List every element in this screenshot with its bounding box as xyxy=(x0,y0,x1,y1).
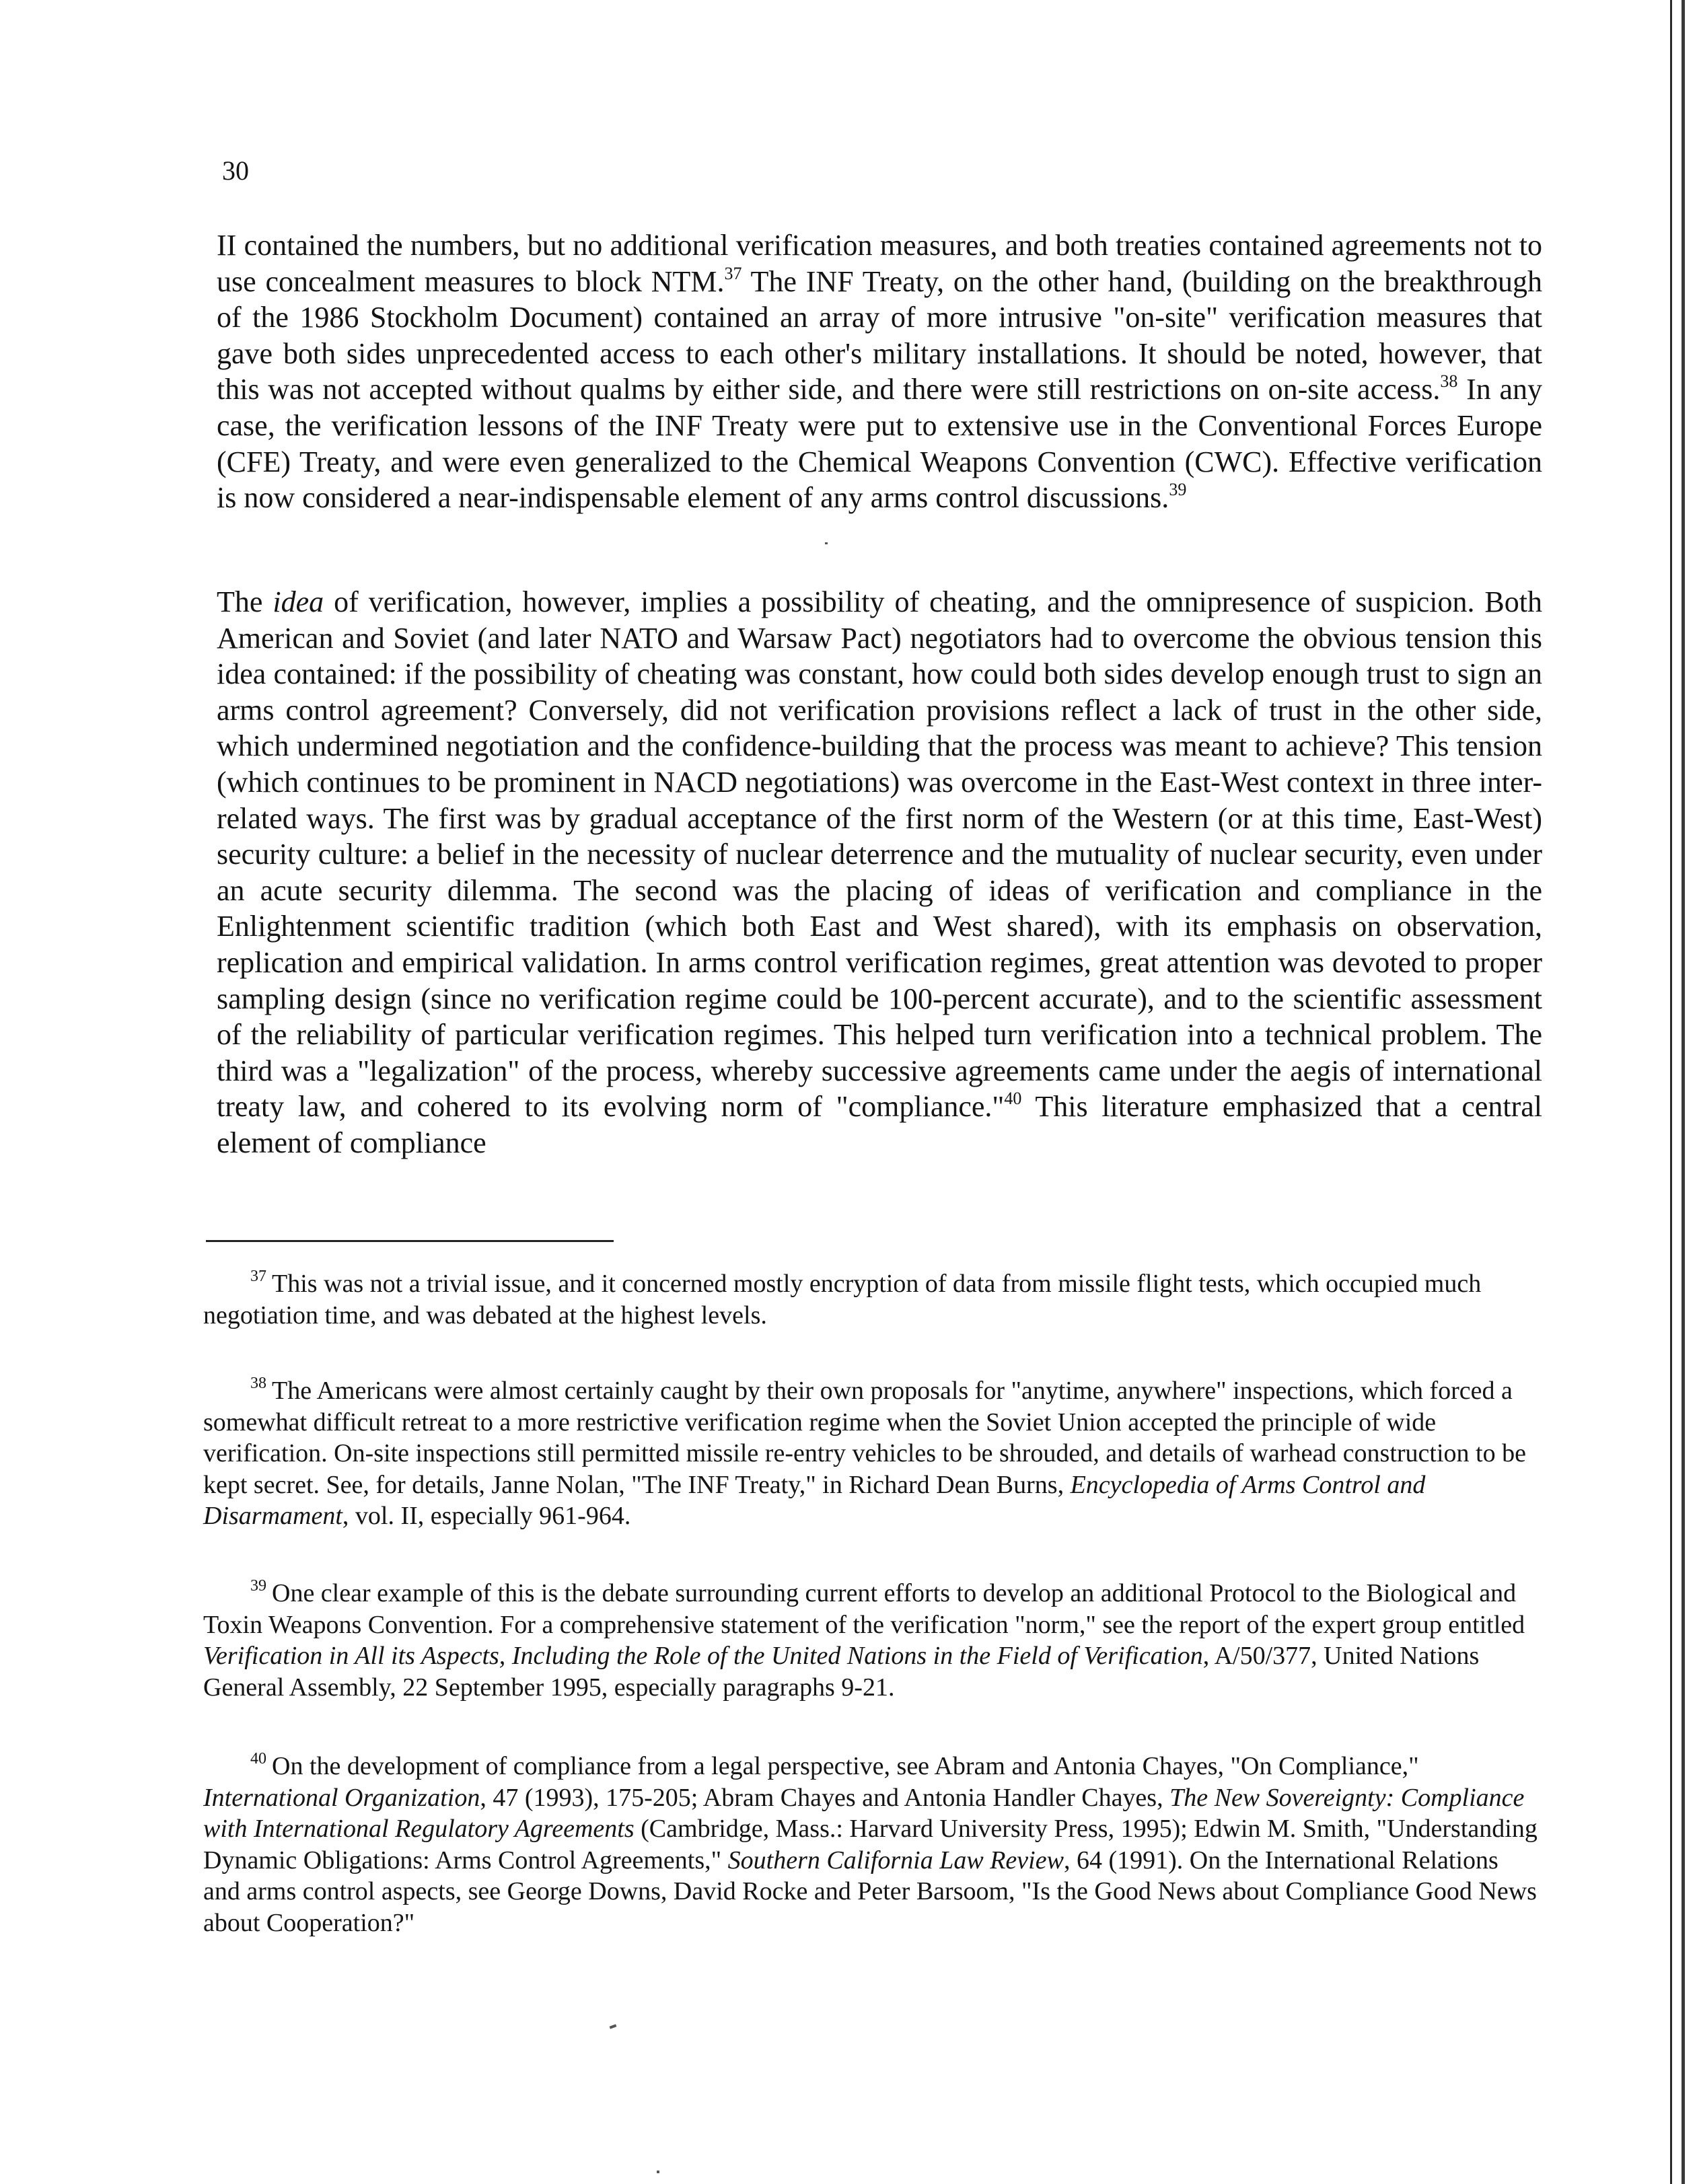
text-run: , 64 (1991). On the International Relations and arms control aspects, see George Downs, David Rocke and Peter Barsoom, "Is the Good News about Compliance Good News about Cooperation?" xyxy=(203,1846,1537,1937)
text-run: II contained the numbers, but no additional verification measures, and both treaties contained agreements not to use concealment measures to block NTM. xyxy=(217,229,1542,298)
footnote-number: 39 xyxy=(250,1577,266,1595)
italic-text: The New Sovereignty: Compliance with International Regulatory Agreements xyxy=(203,1783,1525,1843)
footnote-number: 38 xyxy=(250,1375,266,1392)
footnote-reference: 38 xyxy=(1440,371,1458,392)
footnote-40 xyxy=(203,1751,1539,1938)
italic-text: Encyclopedia of Arms Control and Disarmament xyxy=(203,1470,1426,1530)
italic-text: Verification in All its Aspects, Including the Role of the United Nations in the Field of Verification xyxy=(203,1642,1203,1670)
footnote-38 xyxy=(203,1375,1539,1532)
text-run: The xyxy=(217,585,273,618)
text-run: , A/50/377, United Nations General Assembly, 22 September 1995, especially paragraphs 9-21. xyxy=(203,1642,1480,1702)
text-run: On the development of compliance from a legal perspective, see Abram and Antonia Chayes, "On Compliance," xyxy=(272,1752,1419,1780)
text-run: In any case, the verification lessons of the INF Treaty were put to extensive use in the Conventional Forces Europe (CFE) Treaty, and were even generalized to the Chemical Weapons Convention (CWC). Effective verification is now considered a near-indispensable element of any arms control discussions. xyxy=(217,373,1542,515)
text-run: One clear example of this is the debate surrounding current efforts to develop an additional Protocol to the Biological and Toxin Weapons Convention. For a comprehensive statement of the verification "norm," see the report of the expert group entitled xyxy=(203,1579,1525,1639)
footnote-number: 37 xyxy=(250,1268,266,1285)
text-run: The INF Treaty, on the other hand, (building on the breakthrough of the 1986 Stockholm Document) contained an array of more intrusive "on-site" verification measures that gave both sides unprecedented access to each other's military installations. It should be noted, however, that this was not accepted without qualms by either side, and there were still restrictions on on-site access. xyxy=(217,264,1543,406)
scan-speck xyxy=(610,2024,617,2029)
scan-speck xyxy=(825,542,828,544)
text-run: This was not a trivial issue, and it concerned mostly encryption of data from missile flight tests, which occupied much negotiation time, and was debated at the highest levels. xyxy=(203,1270,1482,1330)
text-run: The Americans were almost certainly caught by their own proposals for "anytime, anywhere" inspections, which forced a somewhat difficult retreat to a more restrictive verification regime when the Soviet Union accepted the principle of wide verification. On-site inspections still permitted missile re-entry vehicles to be shrouded, and details of warhead construction to be kept secret. See, for details, Janne Nolan, "The INF Treaty," in Richard Dean Burns, xyxy=(203,1377,1526,1499)
scan-edge xyxy=(1670,0,1699,2184)
body-paragraph-1 xyxy=(217,227,1542,516)
footnote-separator xyxy=(206,1240,614,1242)
italic-text: idea xyxy=(273,585,324,618)
body-paragraph-2 xyxy=(217,584,1542,1161)
text-run: , 47 (1993), 175-205; Abram Chayes and Antonia Handler Chayes, xyxy=(480,1783,1170,1812)
footnote-37 xyxy=(203,1268,1539,1331)
footnote-reference: 39 xyxy=(1169,480,1187,500)
page-number: 30 xyxy=(222,155,249,186)
scan-speck xyxy=(657,2171,659,2173)
text-run: This literature emphasized that a central element of compliance xyxy=(217,1090,1543,1159)
footnote-39 xyxy=(203,1578,1539,1703)
italic-text: Southern California Law Review xyxy=(727,1846,1064,1874)
footnote-reference: 37 xyxy=(724,263,742,283)
text-run: (Cambridge, Mass.: Harvard University Press, 1995); Edwin M. Smith, "Understanding Dynamic Obligations: Arms Control Agreements," xyxy=(203,1815,1538,1874)
footnote-reference: 40 xyxy=(1004,1089,1022,1109)
italic-text: International Organization xyxy=(203,1783,480,1812)
text-run: , vol. II, especially 961-964. xyxy=(342,1502,631,1530)
text-run: of verification, however, implies a possibility of cheating, and the omnipresence of suspicion. Both American and Soviet (and later NATO and Warsaw Pact) negotiators had to overcome the obvious tension this idea contained: if the possibility of cheating was constant, how could both sides develop enough trust to sign an arms control agreement? Conversely, did not verification provisions reflect a lack of trust in the other side, which undermined negotiation and the confidence-building that the process was meant to achieve? This tension (which continues to be prominent in NACD negotiations) was overcome in the East-West context in three inter-related ways. The first was by gradual acceptance of the first norm of the Western (or at this time, East-West) security culture: a belief in the necessity of nuclear deterrence and the mutuality of nuclear security, even under an acute security dilemma. The second was the placing of ideas of verification and compliance in the Enlightenment scientific tradition (which both East and West shared), with its emphasis on observation, replication and empirical validation. In arms control verification regimes, great attention was devoted to proper sampling design (since no verification regime could be 100-percent accurate), and to the scientific assessment of the reliability of particular verification regimes. This helped turn verification into a technical problem. The third was a "legalization" of the process, whereby successive agreements came under the aegis of international treaty law, and cohered to its evolving norm of "compliance." xyxy=(217,585,1542,1124)
footnote-number: 40 xyxy=(250,1750,266,1768)
